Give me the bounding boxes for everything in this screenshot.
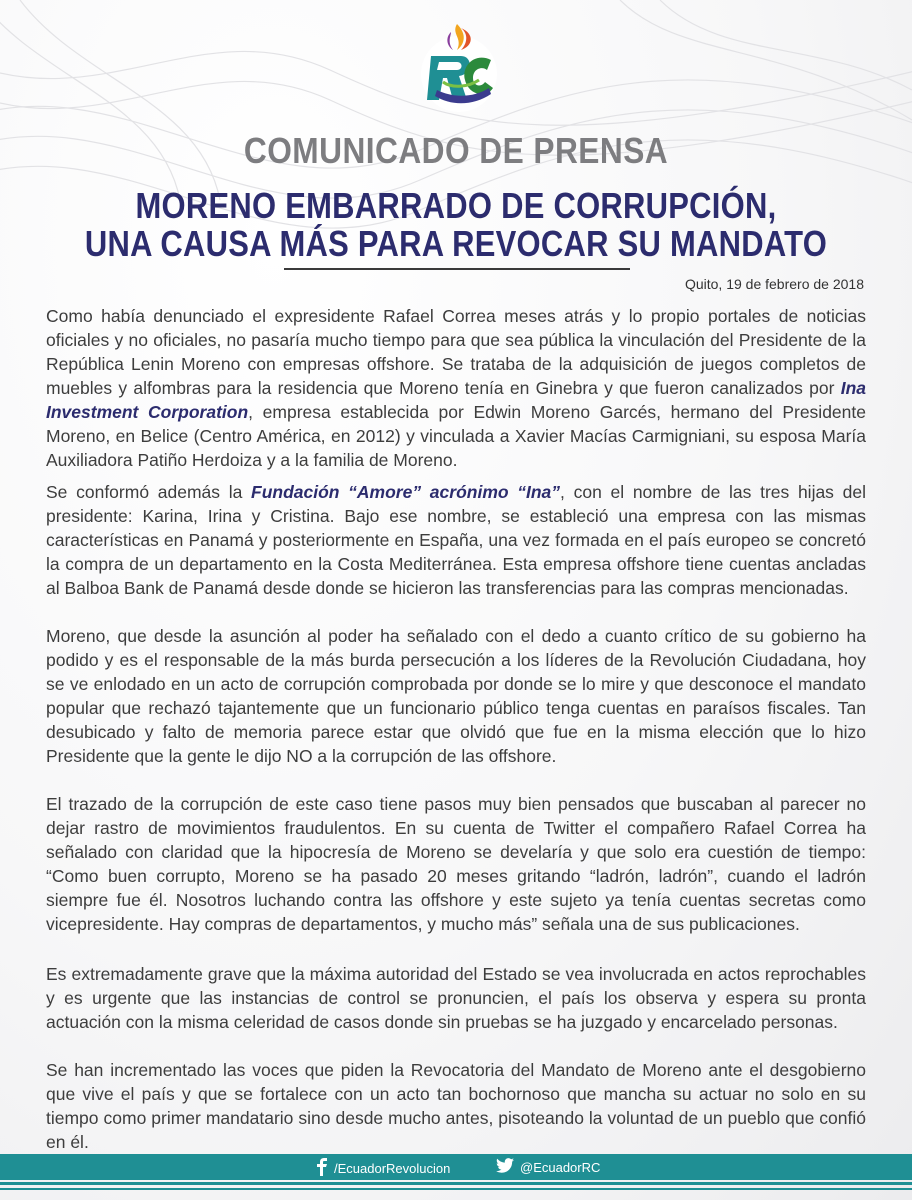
paragraph-4: El trazado de la corrupción de este caso tiene pasos muy bien pensados que buscaban al parecer no dejar rastro de movimientos fraudulentos. En su cuenta de Twitter el compañero Rafael Correa ha señalado con claridad que la hipocresía de Moreno se develaría y que solo era cuestión de tiempo: “Como buen corrupto, Moreno se ha pasado 20 meses gritando “ladrón, ladrón”, cuando el ladrón siempre fue él. Nosotros luchando contra las offshore y este sujeto ya tenía cuentas secretas como vicepresidente. Hay compras de departamentos, y mucho más” señala una de sus publicaciones. (46, 794, 866, 934)
twitter-handle: @EcuadorRC (520, 1159, 601, 1175)
paragraph-2-text-a: Se conformó además la (46, 482, 252, 502)
paragraph-1-text-a: Como había denunciado el expresidente Rafael Correa meses atrás y lo propio portales de noticias oficiales y no oficiales, no pasaría mucho tiempo para que sea pública la vinculación del Presidente de la República Lenin Moreno con empresas offshore. Se trataba de la adquisición de juegos completos de muebles y alfombras para la residencia que Moreno tenía en Ginebra y que fueron canalizados por (46, 306, 866, 398)
paragraph-3: Moreno, que desde la asunción al poder ha señalado con el dedo a cuanto crítico de su gobierno ha podido y es el responsable de la más burda persecución a los líderes de la Revolución Ciudadana, hoy se ve enlodado en un acto de corrupción comprobada por donde se lo mire y que desconoce el mandato popular que rechazó tajantemente que un funcionario público tenga cuentas en paraísos fiscales. Tan desubicado y falto de memoria parece estar que olvidó que fue en la misma elección que lo hizo Presidente que la gente le dijo NO a la corrupción de las offshore. (46, 626, 866, 766)
headline-line-1: MORENO EMBARRADO DE CORRUPCIÓN, (135, 185, 777, 226)
paragraph-1 (46, 304, 866, 472)
footer-bar (0, 1152, 912, 1200)
paragraph-5: Es extremadamente grave que la máxima autoridad del Estado se vea involucrada en actos reprochables y es urgente que las instancias de control se pronuncien, el país los observa y espera su pronta actuación con la misma celeridad de casos donde sin pruebas se ha juzgado y encarcelado personas. (46, 964, 866, 1032)
twitter-icon (496, 1158, 514, 1176)
footer-stripe (0, 1182, 912, 1185)
facebook-link[interactable] (316, 1158, 450, 1179)
footer-band (0, 1154, 912, 1180)
rc-logo (417, 18, 501, 114)
paragraph-1-text-b: , empresa establecida por Edwin Moreno Garcés, hermano del Presidente Moreno, en Belice (Centro América, en 2012) y vinculada a Xavier Macías Carmigniani, su esposa María Auxiliadora Patiño Herdoiza y a la familia de Moreno. (46, 402, 866, 470)
headline-divider (284, 268, 630, 270)
twitter-link[interactable] (496, 1158, 600, 1176)
press-release-title: COMUNICADO DE PRENSA (243, 130, 669, 171)
paragraph-6: Se han incrementado las voces que piden la Revocatoria del Mandato de Moreno ante el desgobierno que vive el país y que se fortalece con un acto tan bochornoso que mancha su actuar no solo en su tiempo como primer mandatario sino desde mucho antes, pisoteando la voluntad de un pueblo que confió en él. (46, 1060, 866, 1152)
paragraph-2-emphasis: Fundación “Amore” acrónimo “Ina” (251, 482, 561, 502)
paragraph-2 (46, 480, 866, 600)
headline-line-2: UNA CAUSA MÁS PARA REVOCAR SU MANDATO (84, 223, 828, 264)
facebook-icon (316, 1158, 328, 1179)
paragraph-1-emphasis: Ina Investment Corporation (46, 378, 866, 422)
dateline: Quito, 19 de febrero de 2018 (684, 276, 864, 292)
facebook-handle: /EcuadorRevolucion (334, 1161, 451, 1176)
paragraph-2-text-b: , con el nombre de las tres hijas del presidente: Karina, Irina y Cristina. Bajo ese nombre, se estableció una empresa con las mismas características en Panamá y posteriormente en España, una vez formada en el país europeo se concretó la compra de un departamento en la Costa Mediterránea. Esta empresa offshore tiene cuentas ancladas al Balboa Bank de Panamá desde donde se hicieron las transferencias para las compras mencionadas. (46, 482, 866, 598)
rc-logo-icon (417, 18, 501, 114)
footer-stripe-thin (0, 1188, 912, 1190)
